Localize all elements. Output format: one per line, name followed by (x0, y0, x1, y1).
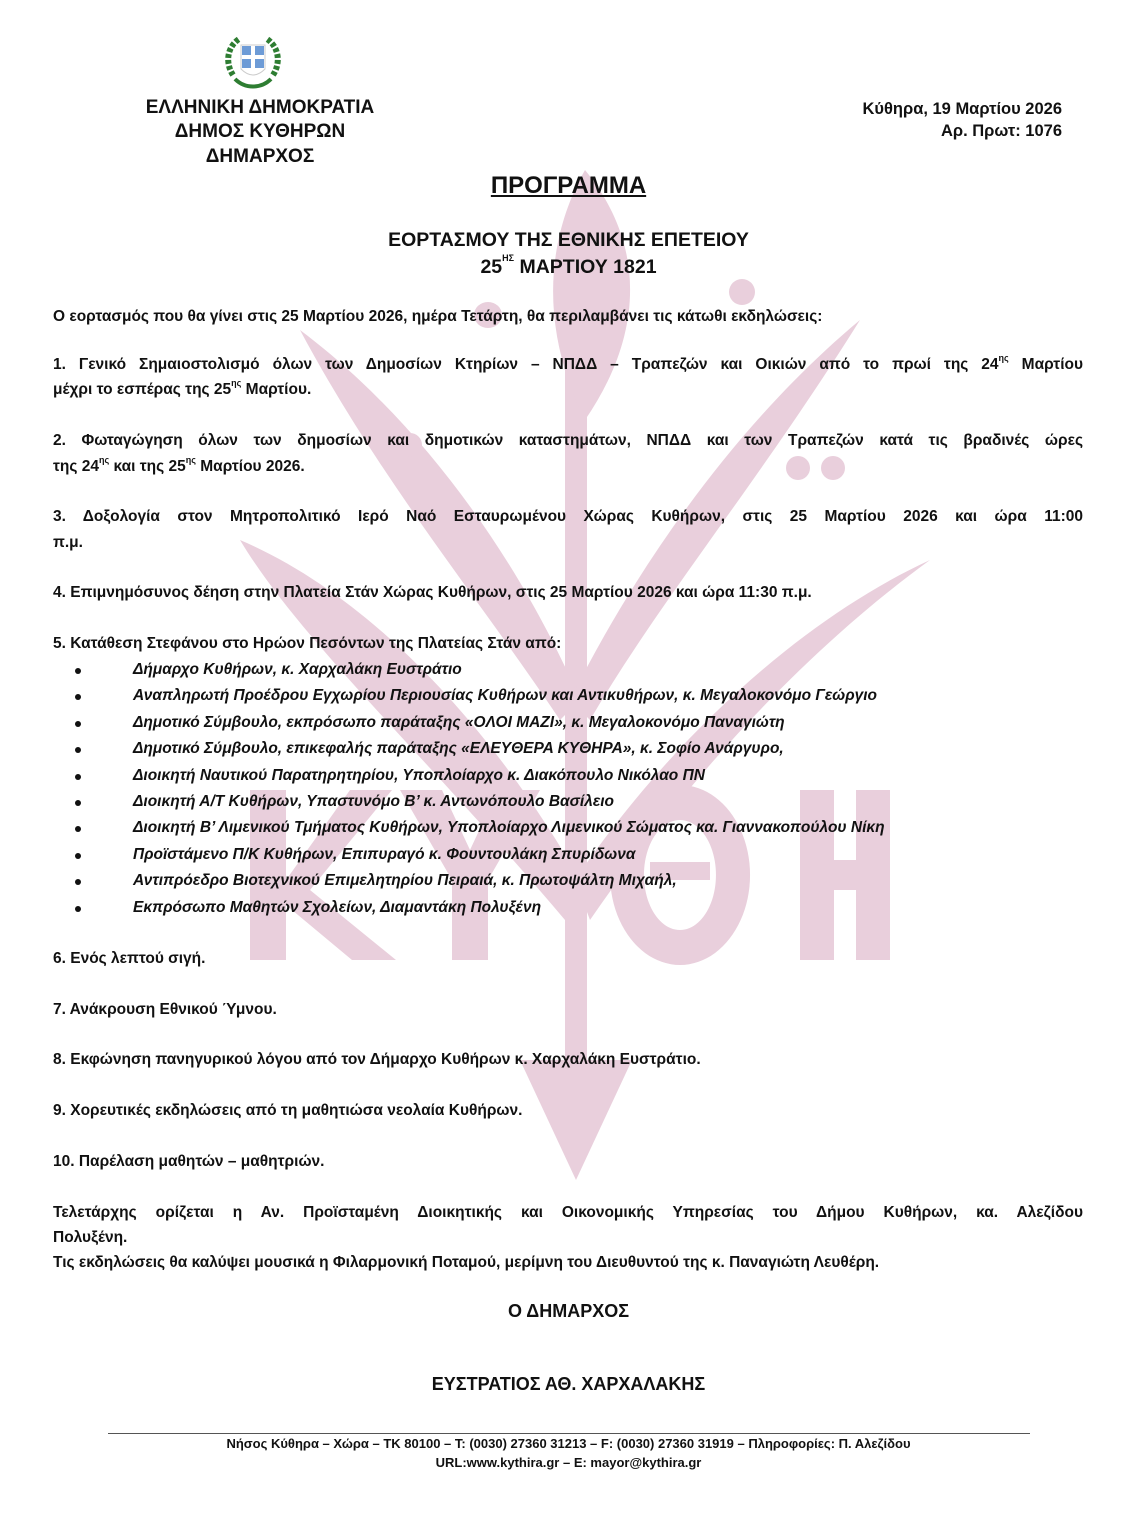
signature-name: ΕΥΣΤΡΑΤΙΟΣ ΑΘ. ΧΑΡΧΑΛΑΚΗΣ (431, 1374, 706, 1394)
signature-role: Ο ΔΗΜΑΡΧΟΣ (507, 1301, 630, 1321)
item-4: 4. Επιμνημόσυνος δέηση στην Πλατεία Στάν Χώρας Κυθήρων, στις 25 Μαρτίου 2026 και ώρα 11:30 π.μ. (53, 584, 812, 601)
list-item-text: Αντιπρόεδρο Βιοτεχνικού Επιμελητηρίου Πειραιά, κ. Πρωτοψάλτη Μιχαήλ, (133, 872, 677, 890)
protocol-number: Αρ. Πρωτ: 1076 (940, 122, 1062, 140)
list-item-text: Εκπρόσωπο Μαθητών Σχολείων, Διαμαντάκη Πολυξένη (133, 898, 542, 916)
greek-emblem-icon (225, 35, 281, 93)
text: και της 25 (109, 458, 186, 475)
list-item-text: Προϊστάμενο Π/Κ Κυθήρων, Επιπυραγό κ. Φουντουλάκη Σπυρίδωνα (133, 845, 636, 863)
list-item-text: Δήμαρχο Κυθήρων, κ. Χαρχαλάκη Ευστράτιο (133, 661, 462, 678)
footer-web: URL:www.kythira.gr – E: mayor@kythira.gr (435, 1455, 702, 1470)
list-item-text: Διοικητή Α/Τ Κυθήρων, Υπαστυνόμο Β’ κ. Αντωνόπουλο Βασίλειο (133, 793, 615, 810)
item-9: 9. Χορευτικές εκδηλώσεις από τη μαθητιώσα νεολαία Κυθήρων. (53, 1102, 523, 1119)
list-item-text: Δημοτικό Σύμβουλο, επικεφαλής παράταξης «ΕΛΕΥΘΕΡΑ ΚΥΘΗΡΑ», κ. Σοφίο Ανάργυρο, (133, 740, 784, 758)
item-7: 7. Ανάκρουση Εθνικού Ύμνου. (53, 1001, 277, 1018)
item-3-line1: 3. Δοξολογία στον Μητροπολιτικό Ιερό Ναό Εσταυρωμένου Χώρας Κυθήρων, στις 25 Μαρτίου 2026 και ώρα 11:00 (53, 508, 1083, 525)
sup: ης (998, 353, 1009, 363)
subtitle-rest: ΜΑΡΤΙΟΥ 1821 (514, 256, 657, 278)
item-2-line2 (53, 455, 1083, 476)
text: μέχρι το εσπέρας της 25 (53, 381, 232, 398)
item-3-line2: π.μ. (53, 534, 83, 551)
item-2-line1: 2. Φωταγώγηση όλων των δημοσίων και δημοτικών καταστημάτων, ΝΠΔΔ και των Τραπεζών κατά τις βραδινές ώρες (53, 432, 1083, 449)
subtitle-line1: ΕΟΡΤΑΣΜΟΥ ΤΗΣ ΕΘΝΙΚΗΣ ΕΠΕΤΕΙΟΥ (388, 229, 749, 251)
bullet-icon (75, 800, 81, 806)
text: 1. Γενικό Σημαιοστολισμό όλων των Δημοσίων Κτηρίων – ΝΠΔΔ – Τραπεζών και Οικιών από το πρωί της 24 (53, 356, 999, 373)
list-item-text: Διοικητή Β’ Λιμενικού Τμήματος Κυθήρων, Υποπλοίαρχο Λιμενικού Σώματος κα. Γιαννακοπούλου Νίκη (133, 819, 885, 837)
item-6: 6. Ενός λεπτού σιγή. (53, 950, 206, 967)
list-item-text: Δημοτικό Σύμβουλο, εκπρόσωπο παράταξης «ΟΛΟΙ ΜΑΖΙ», κ. Μεγαλοκονόμο Παναγιώτη (133, 713, 785, 731)
bullet-icon (75, 879, 81, 885)
footer-contact: Νήσος Κύθηρα – Χώρα – ΤΚ 80100 – T: (0030) 27360 31213 – F: (0030) 27360 31919 – Πληροφορίες: Π. Αλεζίδου (226, 1436, 911, 1451)
subtitle-line2 (0, 253, 1125, 278)
header-municipality: ΔΗΜΟΣ ΚΥΘΗΡΩΝ (174, 121, 346, 142)
sup: ης (231, 378, 242, 388)
text: Μαρτίου 2026. (195, 458, 305, 475)
sup: ης (185, 455, 196, 465)
text: της 24 (53, 458, 99, 475)
header-country: ΕΛΛΗΝΙΚΗ ΔΗΜΟΚΡΑΤΙΑ (145, 97, 375, 118)
item-10: 10. Παρέλαση μαθητών – μαθητριών. (53, 1153, 325, 1170)
item-8: 8. Εκφώνηση πανηγυρικού λόγου από τον Δήμαρχο Κυθήρων κ. Χαρχαλάκη Ευστράτιο. (53, 1051, 701, 1068)
list-item-text: Διοικητή Ναυτικού Παρατηρητηρίου, Υποπλοίαρχο κ. Διακόπουλο Νικόλαο ΠΝ (133, 766, 705, 784)
bullet-icon (75, 826, 81, 832)
bullet-icon (75, 721, 81, 727)
bullet-icon (75, 906, 81, 912)
list-item-text: Αναπληρωτή Προέδρου Εγχωρίου Περιουσίας Κυθήρων και Αντικυθήρων, κ. Μεγαλοκονόμο Γεώργιο (133, 687, 878, 705)
subtitle-sup: ΗΣ (502, 253, 515, 263)
sup: ης (99, 455, 110, 465)
closing-line3: Τις εκδηλώσεις θα καλύψει μουσικά η Φιλαρμονική Ποταμού, μερίμνη του Διευθυντού της κ. Παναγιώτη Λευθέρη. (53, 1254, 880, 1271)
bullet-icon (75, 668, 81, 674)
document-date: Κύθηρα, 19 Μαρτίου 2026 (862, 100, 1062, 118)
page-title: ΠΡΟΓΡΑΜΜΑ (490, 172, 647, 199)
closing-line1: Τελετάρχης ορίζεται η Αν. Προϊσταμένη Διοικητικής και Οικονομικής Υπηρεσίας του Δήμου Κυθήρων, κα. Αλεζίδου (53, 1204, 1083, 1221)
closing-line2: Πολυξένη. (53, 1229, 128, 1246)
text: Μαρτίου (1008, 356, 1083, 373)
subtitle-day: 25 (480, 256, 503, 278)
item-5: 5. Κατάθεση Στεφάνου στο Ηρώον Πεσόντων της Πλατείας Στάν από: (53, 635, 562, 652)
item-1-line2 (53, 378, 1083, 399)
bullet-icon (75, 774, 81, 780)
text: Μαρτίου. (241, 381, 312, 398)
item-1-line1 (53, 353, 1083, 374)
bullet-icon (75, 694, 81, 700)
header-office: ΔΗΜΑΡΧΟΣ (205, 146, 315, 167)
bullet-icon (75, 747, 81, 753)
intro-text: Ο εορτασμός που θα γίνει στις 25 Μαρτίου 2026, ημέρα Τετάρτη, θα περιλαμβάνει τις κάτωθι εκδηλώσεις: (53, 308, 823, 325)
footer-divider (108, 1433, 1030, 1434)
bullet-icon (75, 853, 81, 859)
